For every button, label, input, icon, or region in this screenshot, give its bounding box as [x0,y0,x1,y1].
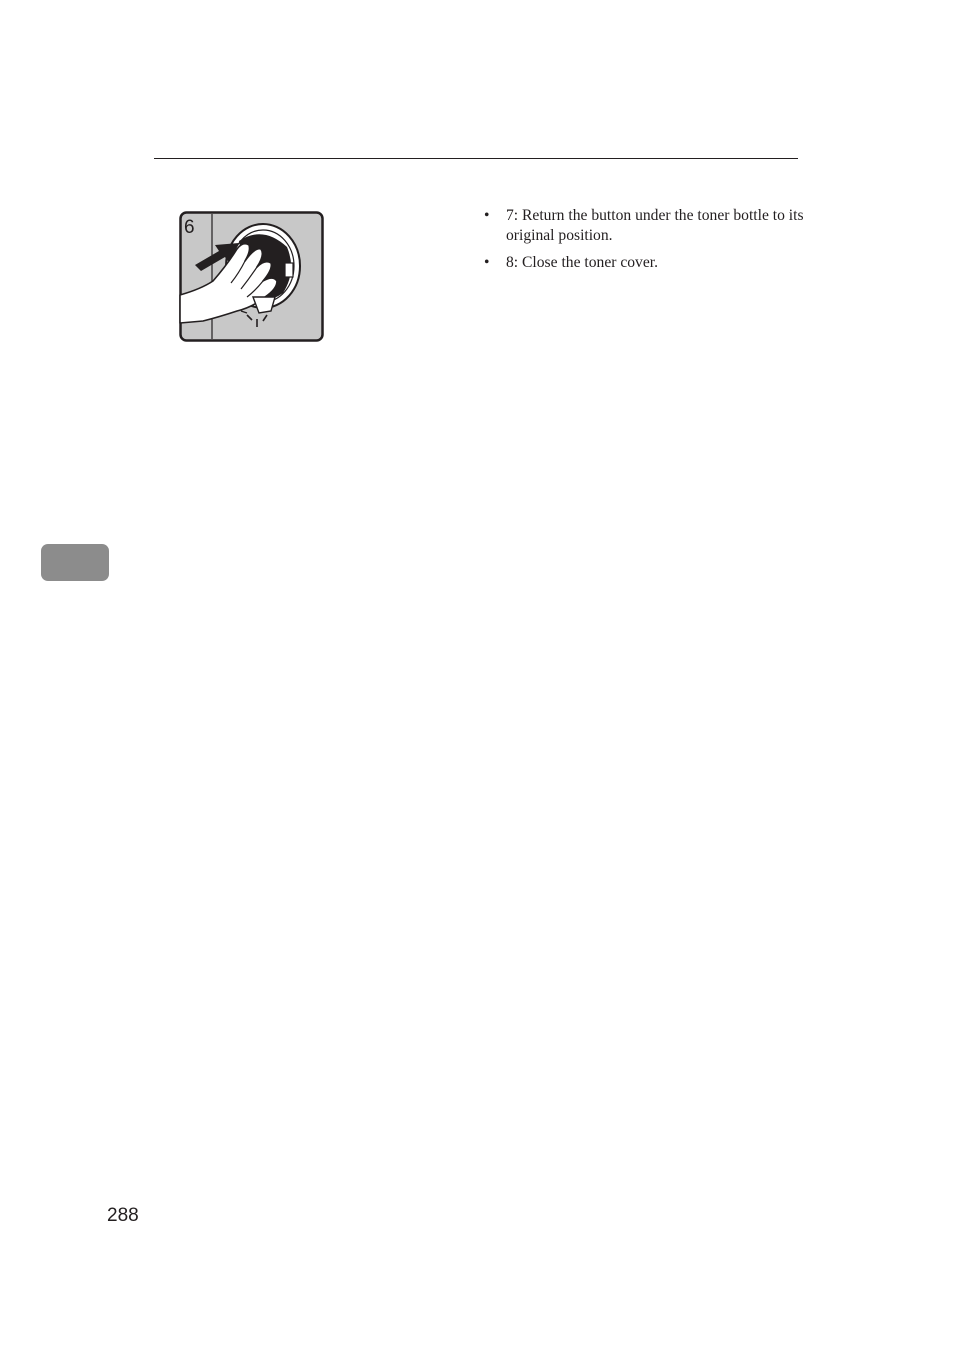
list-item [484,253,804,273]
list-item [484,206,804,246]
page-number: 288 [107,1205,139,1226]
step-badge: 6 [184,217,195,238]
step-text: 8: Close the toner cover. [506,254,659,271]
toner-bottle-illustration [179,211,324,342]
step-text: 7: Return the button under the toner bottle to its original position. [506,207,804,244]
chapter-tab [41,544,109,581]
bullet: • [484,254,490,271]
header-rule [154,158,798,159]
step-list [484,206,804,280]
bullet: • [484,207,490,224]
